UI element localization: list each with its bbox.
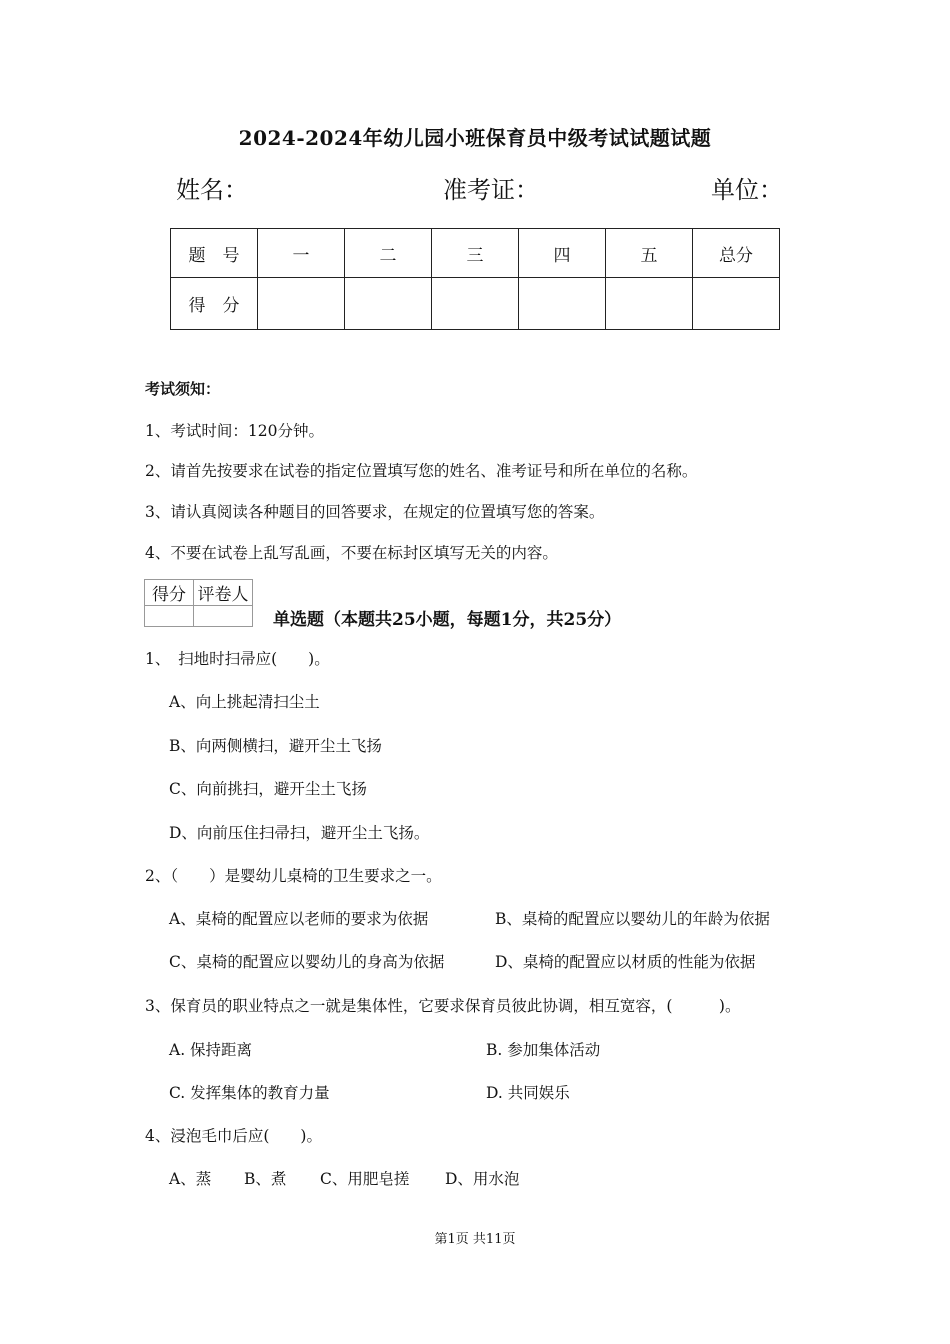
section-title: 单选题（本题共25小题，每题1分，共25分） xyxy=(273,610,622,630)
column-3: 三 xyxy=(432,229,519,278)
question-option: D. 共同娱乐 xyxy=(486,1084,570,1102)
column-4: 四 xyxy=(519,229,606,278)
question-stem: 2、（ ）是婴幼儿桌椅的卫生要求之一。 xyxy=(145,867,442,885)
page-footer: 第1页 共11页 xyxy=(434,1232,516,1247)
notice-item: 4、不要在试卷上乱写乱画，不要在标封区填写无关的内容。 xyxy=(145,544,558,562)
score-table-header-row xyxy=(171,229,780,278)
column-total: 总分 xyxy=(693,229,780,278)
score-table xyxy=(170,228,780,330)
question-stem: 3、保育员的职业特点之一就是集体性，它要求保育员彼此协调，相互宽容，( )。 xyxy=(145,997,741,1015)
notice-item: 1、考试时间：120分钟。 xyxy=(145,422,324,440)
column-5: 五 xyxy=(606,229,693,278)
notice-item: 3、请认真阅读各种题目的回答要求，在规定的位置填写您的答案。 xyxy=(145,503,605,521)
column-1: 一 xyxy=(258,229,345,278)
question-option: A、向上挑起清扫尘土 xyxy=(169,693,320,711)
question-option: C、用肥皂搓 xyxy=(320,1170,410,1188)
question-option: D、用水泡 xyxy=(445,1170,520,1188)
score-cell xyxy=(258,278,345,330)
question-option: D、桌椅的配置应以材质的性能为依据 xyxy=(495,953,756,971)
question-option: A、蒸 xyxy=(169,1170,212,1188)
grader-name-label: 评卷人 xyxy=(194,580,253,606)
question-stem: 4、浸泡毛巾后应( )。 xyxy=(145,1127,322,1145)
question-option: A、桌椅的配置应以老师的要求为依据 xyxy=(169,910,429,928)
document-title: 2024-2024年幼儿园小班保育员中级考试试题试题 xyxy=(238,126,712,150)
grader-score-cell xyxy=(145,606,194,627)
question-number-label: 题 号 xyxy=(171,229,258,278)
score-cell xyxy=(345,278,432,330)
question-stem: 1、 扫地时扫帚应( )。 xyxy=(145,650,330,668)
exam-number-field-label: 准考证： xyxy=(443,176,539,204)
column-2: 二 xyxy=(345,229,432,278)
question-option: B、向两侧横扫，避开尘土飞扬 xyxy=(169,737,382,755)
question-option: C、桌椅的配置应以婴幼儿的身高为依据 xyxy=(169,953,445,971)
name-field-label: 姓名： xyxy=(176,176,248,204)
score-cell xyxy=(693,278,780,330)
question-option: B. 参加集体活动 xyxy=(486,1041,601,1059)
grader-name-cell xyxy=(194,606,253,627)
grader-table xyxy=(144,579,253,627)
score-cell xyxy=(432,278,519,330)
question-option: C. 发挥集体的教育力量 xyxy=(169,1084,330,1102)
notice-item: 2、请首先按要求在试卷的指定位置填写您的姓名、准考证号和所在单位的名称。 xyxy=(145,462,698,480)
grader-score-label: 得分 xyxy=(145,580,194,606)
question-option: B、煮 xyxy=(244,1170,287,1188)
score-label: 得 分 xyxy=(171,278,258,330)
question-option: B、桌椅的配置应以婴幼儿的年龄为依据 xyxy=(495,910,770,928)
question-option: C、向前挑扫，避开尘土飞扬 xyxy=(169,780,367,798)
score-table-score-row xyxy=(171,278,780,330)
score-cell xyxy=(519,278,606,330)
question-option: D、向前压住扫帚扫，避开尘土飞扬。 xyxy=(169,824,430,842)
question-option: A. 保持距离 xyxy=(169,1041,253,1059)
notice-title: 考试须知： xyxy=(145,380,221,398)
unit-field-label: 单位： xyxy=(711,176,783,204)
score-cell xyxy=(606,278,693,330)
